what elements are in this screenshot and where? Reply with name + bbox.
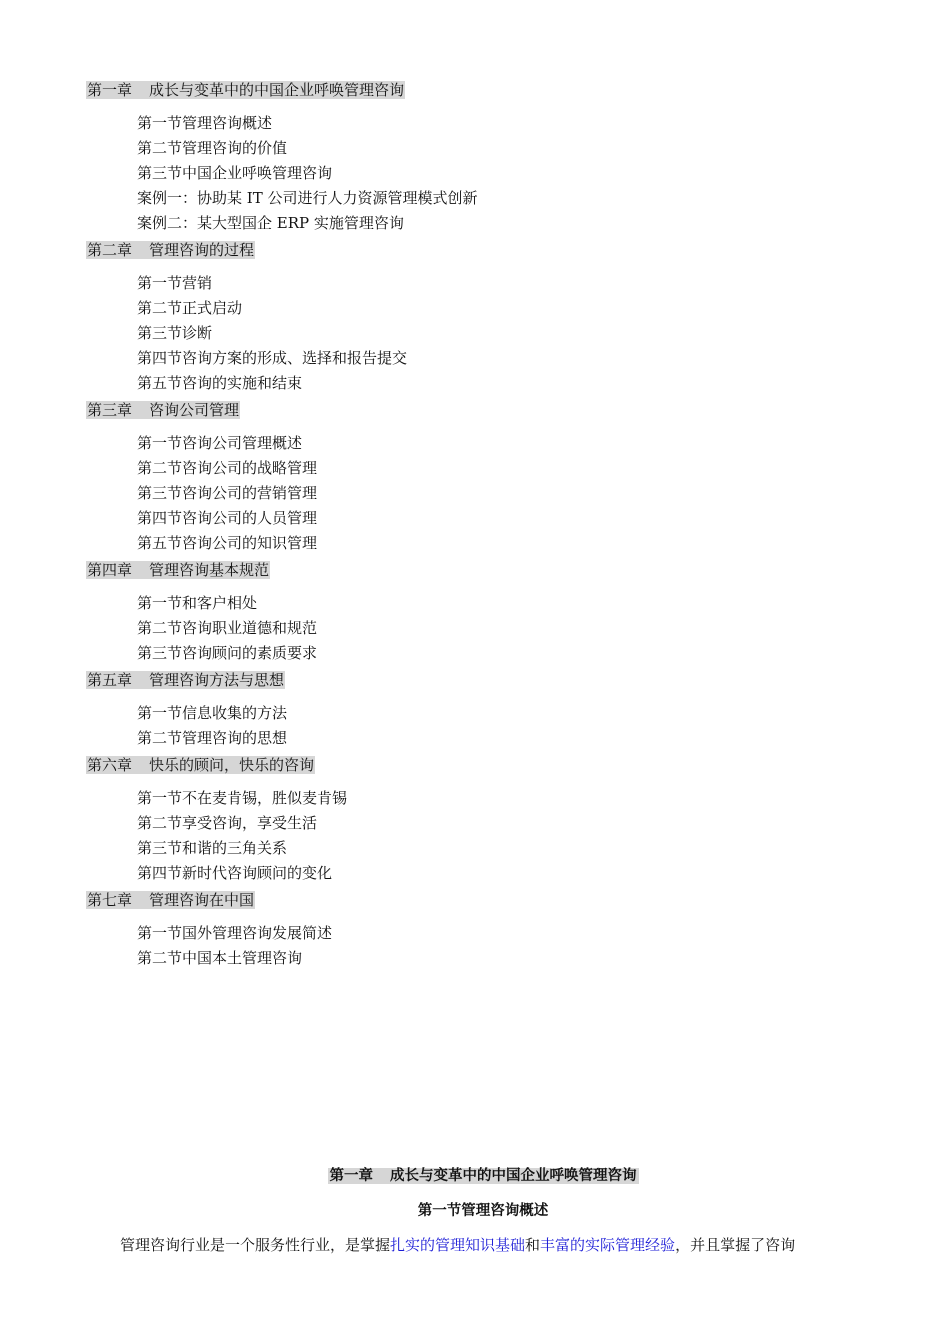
toc-section-item[interactable]: 第一节不在麦肯锡，胜似麦肯锡 bbox=[137, 789, 348, 807]
para-text-3: ，并且掌握了咨询 bbox=[675, 1236, 796, 1254]
toc-section-item[interactable]: 第三节咨询公司的营销管理 bbox=[137, 484, 318, 502]
toc-section-list bbox=[86, 111, 906, 236]
toc-chapter-number: 第六章 bbox=[87, 756, 133, 774]
toc-chapter-highlight bbox=[86, 671, 285, 689]
toc-section-list bbox=[86, 271, 906, 396]
toc-chapter-highlight bbox=[86, 891, 255, 909]
para-link-experience[interactable]: 丰富的实际管理经验 bbox=[540, 1236, 676, 1254]
body-chapter-highlight bbox=[328, 1168, 639, 1184]
toc-chapter-highlight bbox=[86, 561, 270, 579]
toc-section-item[interactable]: 第一节营销 bbox=[137, 274, 213, 292]
toc-chapter-title: 咨询公司管理 bbox=[149, 401, 240, 419]
toc-chapter-heading[interactable] bbox=[86, 754, 906, 776]
toc-chapter-title: 快乐的顾问，快乐的咨询 bbox=[149, 756, 315, 774]
toc-section-item[interactable]: 第二节中国本土管理咨询 bbox=[137, 949, 303, 967]
toc-chapter-title: 管理咨询在中国 bbox=[149, 891, 255, 909]
toc-chapter-highlight bbox=[86, 401, 240, 419]
toc-chapter-number: 第五章 bbox=[87, 671, 133, 689]
toc-chapter-number: 第四章 bbox=[87, 561, 133, 579]
toc-chapter-number: 第三章 bbox=[87, 401, 133, 419]
toc-chapter-title: 管理咨询基本规范 bbox=[149, 561, 270, 579]
toc-section-item[interactable]: 第三节咨询顾问的素质要求 bbox=[137, 644, 318, 662]
toc-section-item[interactable]: 第五节咨询的实施和结束 bbox=[137, 374, 303, 392]
para-text-1: 管理咨询行业是一个服务性行业，是掌握 bbox=[120, 1236, 391, 1254]
toc-section-item[interactable]: 第二节管理咨询的思想 bbox=[137, 729, 288, 747]
toc-section-item[interactable]: 第四节咨询方案的形成、选择和报告提交 bbox=[137, 349, 408, 367]
toc-section-item[interactable]: 第五节咨询公司的知识管理 bbox=[137, 534, 318, 552]
toc-section-item[interactable]: 第一节管理咨询概述 bbox=[137, 114, 273, 132]
body-chapter-number: 第一章 bbox=[329, 1168, 373, 1184]
toc-section-item[interactable]: 第三节诊断 bbox=[137, 324, 213, 342]
toc-chapter-highlight bbox=[86, 81, 405, 99]
toc-section-item[interactable]: 第四节咨询公司的人员管理 bbox=[137, 509, 318, 527]
body-chapter-heading bbox=[8, 1165, 950, 1187]
toc-chapter-heading[interactable] bbox=[86, 669, 906, 691]
toc-chapter-number: 第一章 bbox=[87, 81, 133, 99]
toc-section-list bbox=[86, 591, 906, 666]
para-text-2: 和 bbox=[525, 1236, 541, 1254]
body-paragraph bbox=[120, 1233, 910, 1257]
toc-section-list bbox=[86, 431, 906, 556]
toc-chapter-heading[interactable] bbox=[86, 239, 906, 261]
toc-section-item[interactable]: 第一节和客户相处 bbox=[137, 594, 258, 612]
toc-section-item[interactable]: 第四节新时代咨询顾问的变化 bbox=[137, 864, 333, 882]
para-link-knowledge[interactable]: 扎实的管理知识基础 bbox=[390, 1236, 526, 1254]
toc-section-item[interactable]: 第三节中国企业呼唤管理咨询 bbox=[137, 164, 333, 182]
toc-chapter-heading[interactable] bbox=[86, 889, 906, 911]
toc-chapter-title: 管理咨询方法与思想 bbox=[149, 671, 285, 689]
body-section-heading: 第一节管理咨询概述 bbox=[417, 1203, 549, 1219]
toc-chapter-heading[interactable] bbox=[86, 559, 906, 581]
toc-chapter-title: 成长与变革中的中国企业呼唤管理咨询 bbox=[149, 81, 405, 99]
toc-section-item[interactable]: 第二节正式启动 bbox=[137, 299, 243, 317]
toc-section-item[interactable]: 第二节咨询公司的战略管理 bbox=[137, 459, 318, 477]
toc-chapter-heading[interactable] bbox=[86, 399, 906, 421]
toc-chapter-highlight bbox=[86, 241, 255, 259]
toc-chapter-number: 第七章 bbox=[87, 891, 133, 909]
toc-section-item[interactable]: 第一节国外管理咨询发展简述 bbox=[137, 924, 333, 942]
toc-section-item[interactable]: 第三节和谐的三角关系 bbox=[137, 839, 288, 857]
table-of-contents bbox=[86, 76, 906, 971]
toc-section-item[interactable]: 案例一：协助某 IT 公司进行人力资源管理模式创新 bbox=[137, 189, 478, 207]
toc-section-item[interactable]: 第二节管理咨询的价值 bbox=[137, 139, 288, 157]
toc-chapter-heading[interactable] bbox=[86, 79, 906, 101]
toc-section-list bbox=[86, 786, 906, 886]
toc-chapter-highlight bbox=[86, 756, 315, 774]
toc-section-list bbox=[86, 921, 906, 971]
toc-section-item[interactable]: 案例二：某大型国企 ERP 实施管理咨询 bbox=[137, 214, 404, 232]
body-chapter-title: 成长与变革中的中国企业呼唤管理咨询 bbox=[390, 1168, 637, 1184]
toc-section-item[interactable]: 第一节咨询公司管理概述 bbox=[137, 434, 303, 452]
toc-section-item[interactable]: 第二节享受咨询，享受生活 bbox=[137, 814, 318, 832]
toc-section-item[interactable]: 第二节咨询职业道德和规范 bbox=[137, 619, 318, 637]
toc-chapter-number: 第二章 bbox=[87, 241, 133, 259]
toc-section-list bbox=[86, 701, 906, 751]
toc-section-item[interactable]: 第一节信息收集的方法 bbox=[137, 704, 288, 722]
toc-chapter-title: 管理咨询的过程 bbox=[149, 241, 255, 259]
